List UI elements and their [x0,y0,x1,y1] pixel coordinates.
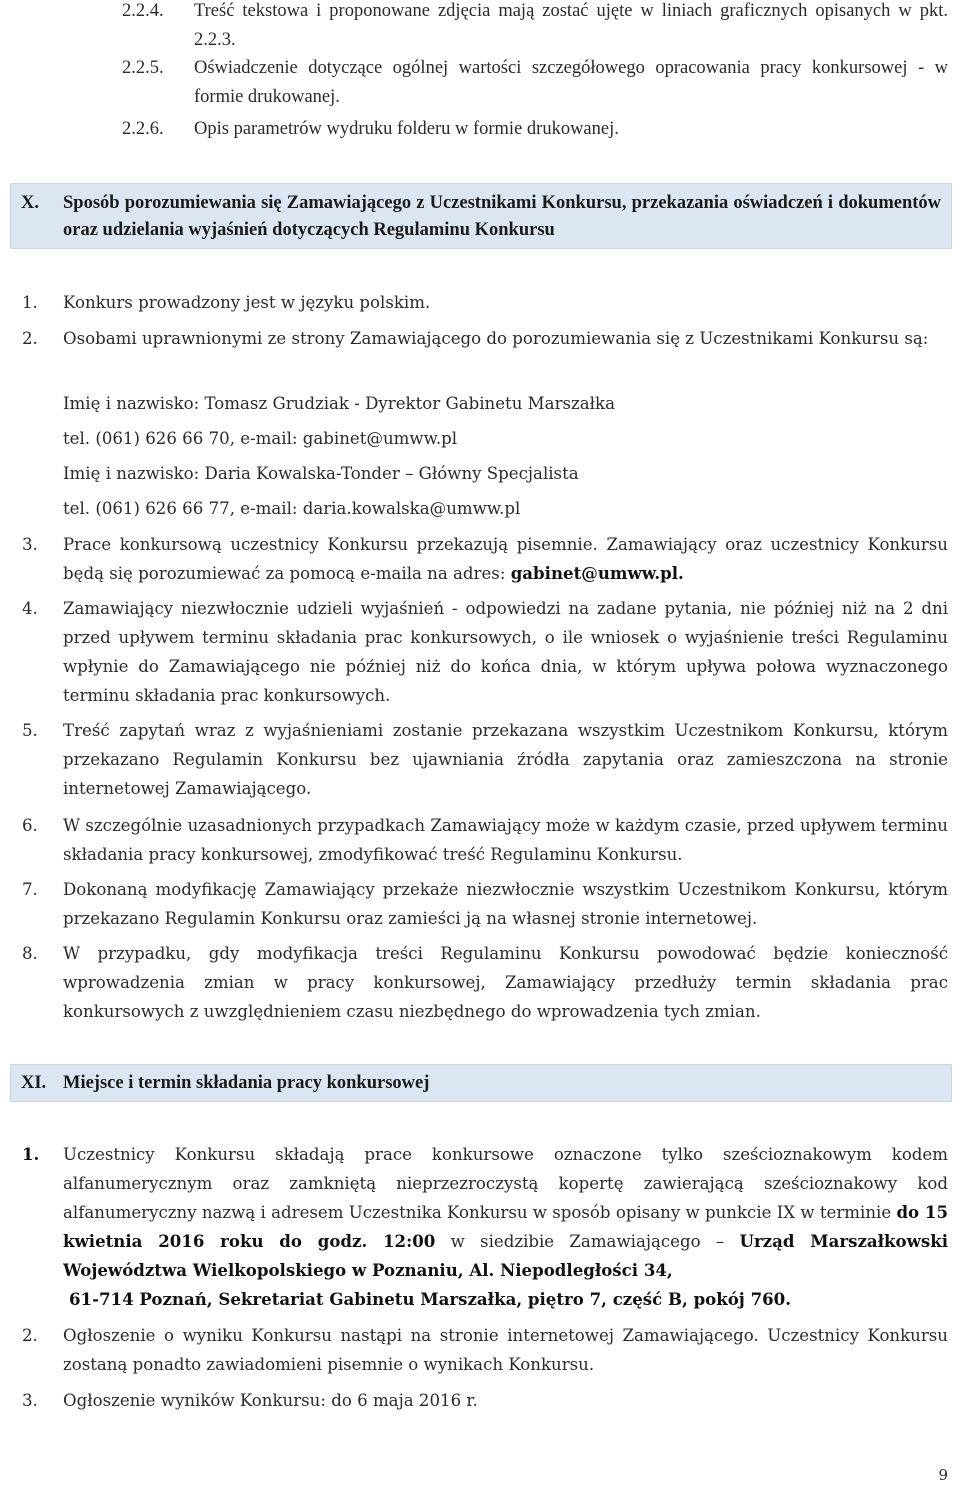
section-xi-item-1 [22,1140,948,1314]
section-x-item-5 [22,716,948,803]
item-text: W przypadku, gdy modyfikacja treści Regulaminu Konkursu powodować będzie konieczność wprowadzenia zmian w pracy konkursowej, Zamawiający przedłuży termin składania prac konkursowych z uwzględnieniem czasu niezbędnego do wprowadzenia tych zmian. [63,944,948,1021]
section-x-item-8 [22,939,948,1026]
section-title: Sposób porozumiewania się Zamawiającego z Uczestnikami Konkursu, przekazania oświadczeń i dokumentów oraz udzielania wyjaśnień dotyczących Regulaminu Konkursu [63,193,941,240]
item-number: 1. [22,1144,40,1164]
item-number: 3. [22,1391,38,1410]
address: Urząd Marszałkowski Województwa Wielkopolskiego w Poznaniu, Al. Niepodległości 34, [63,1231,948,1280]
item-number: 2. [22,1326,38,1345]
item-text: Konkurs prowadzony jest w języku polskim. [63,293,431,312]
section-x-item-3 [22,530,948,588]
subitem-number: 2.2.5. [122,58,164,78]
section-x-item-2 [22,324,948,353]
item-number: 3. [22,535,38,554]
address-line-2: 61-714 Poznań, Sekretariat Gabinetu Marszałka, piętro 7, część B, pokój 760. [69,1289,792,1309]
item-number: 7. [22,880,38,899]
section-x-item-4 [22,594,948,710]
section-xi-item-3 [22,1386,948,1415]
item-number: 1. [22,293,38,312]
email-address: gabinet@umww.pl. [510,563,684,583]
item-text: Zamawiający niezwłocznie udzieli wyjaśnień - odpowiedzi na zadane pytania, nie później niż na 2 dni przed upływem terminu składania prac konkursowych, o ile wniosek o wyjaśnienie treści Regulaminu wpłynie do Zamawiającego nie później niż do końca dnia, w którym upływa połowa wyznaczonego terminu składania prac konkursowych. [63,599,948,705]
subitem-2-2-6 [122,115,948,144]
page-number: 9 [938,1466,948,1484]
item-number: 4. [22,599,38,618]
item-number: 5. [22,721,38,740]
subitem-text: Opis parametrów wydruku folderu w formie drukowanej. [194,119,619,139]
item-text-part: w siedzibie Zamawiającego – [435,1232,740,1251]
contact-line-3: Imię i nazwisko: Daria Kowalska-Tonder – Główny Specjalista [63,464,579,483]
item-text-part: Uczestnicy Konkursu składają prace konkursowe oznaczone tylko sześcioznakowym kodem alfanumerycznym oraz zamkniętą nieprzezroczystą kopertę zawierającą sześcioznakowy kod alfanumeryczny nazwą i adresem Uczestnika Konkursu w sposób opisany w punkcie IX w terminie [63,1145,948,1222]
item-text-part: Prace konkursową uczestnicy Konkursu przekazują pisemnie. Zamawiający oraz uczestnicy Konkursu będą się porozumiewać za pomocą e-maila na adres: [63,535,948,583]
item-text: W szczególnie uzasadnionych przypadkach Zamawiający może w każdym czasie, przed upływem terminu składania pracy konkursowej, zmodyfikować treść Regulaminu Konkursu. [63,816,948,864]
section-xi-item-2 [22,1321,948,1379]
item-text [63,530,948,588]
item-text: Treść zapytań wraz z wyjaśnieniami zostanie przekazana wszystkim Uczestnikom Konkursu, którym przekazano Regulamin Konkursu bez ujawniania źródła zapytania oraz zamieszczona na stronie internetowej Zamawiającego. [63,721,948,798]
subitem-2-2-5 [122,54,948,112]
section-x-item-7 [22,875,948,933]
subitem-text: Oświadczenie dotyczące ogólnej wartości szczegółowego opracowania pracy konkursowej - w formie drukowanej. [194,58,948,107]
item-text: Ogłoszenie o wyniku Konkursu nastąpi na stronie internetowej Zamawiającego. Uczestnicy Konkursu zostaną ponadto zawiadomieni pisemnie o wynikach Konkursu. [63,1326,948,1374]
contact-line-2: tel. (061) 626 66 70, e-mail: gabinet@umww.pl [63,429,458,448]
subitem-text: Treść tekstowa i proponowane zdjęcia mają zostać ujęte w liniach graficznych opisanych w pkt. 2.2.3. [194,1,948,50]
section-xi-header [10,1064,952,1102]
item-text: Osobami uprawnionymi ze strony Zamawiającego do porozumiewania się z Uczestnikami Konkursu są: [63,329,929,348]
item-number: 8. [22,944,38,963]
contact-line-4: tel. (061) 626 66 77, e-mail: daria.kowalska@umww.pl [63,499,521,518]
item-text: Ogłoszenie wyników Konkursu: do 6 maja 2016 r. [63,1391,478,1410]
item-text [63,1140,948,1285]
contact-line-1: Imię i nazwisko: Tomasz Grudziak - Dyrektor Gabinetu Marszałka [63,394,615,413]
item-text: Dokonaną modyfikację Zamawiający przekaże niezwłocznie wszystkim Uczestnikom Konkursu, którym przekazano Regulamin Konkursu oraz zamieści ją na własnej stronie internetowej. [63,880,948,928]
subitem-number: 2.2.6. [122,119,164,139]
item-number: 6. [22,816,38,835]
subitem-2-2-4 [122,0,948,55]
item-number: 2. [22,329,38,348]
subitem-number: 2.2.4. [122,1,164,21]
section-x-item-6 [22,811,948,869]
deadline: do 15 kwietnia 2016 roku do godz. 12:00 [63,1202,949,1251]
section-x-header [10,183,952,249]
section-title: Miejsce i termin składania pracy konkursowej [63,1073,430,1093]
section-number: XI. [21,1073,47,1093]
section-number: X. [21,193,39,213]
section-x-item-1 [22,288,948,317]
